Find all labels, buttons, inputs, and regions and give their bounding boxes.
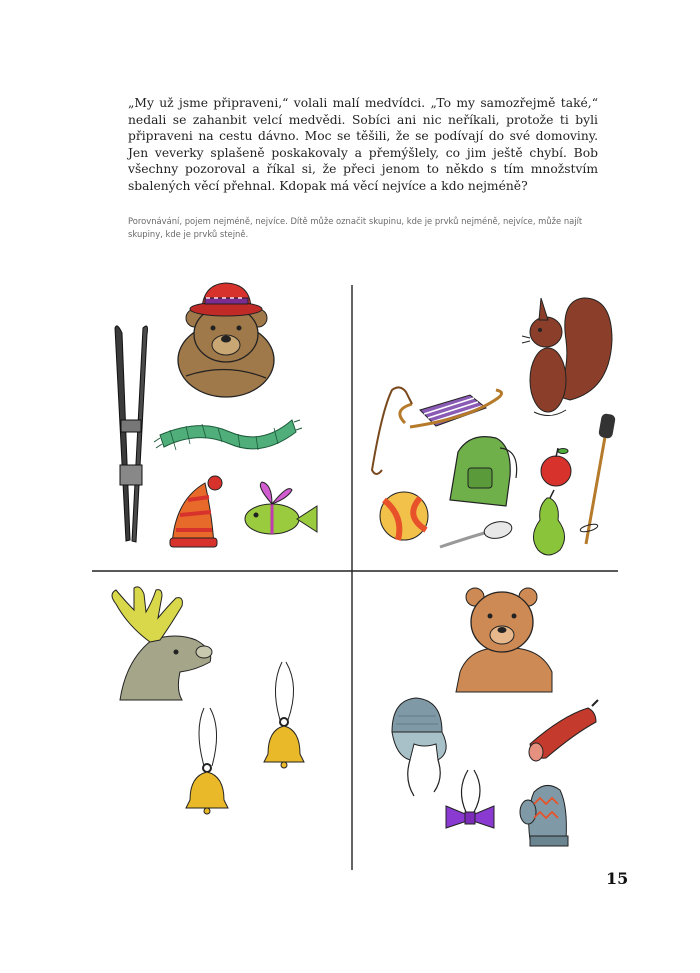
spoon-icon xyxy=(440,519,513,547)
squirrel-icon xyxy=(522,298,612,416)
small-bear-icon xyxy=(456,588,552,692)
ski-pole-icon xyxy=(580,413,616,544)
bell-icon xyxy=(186,708,228,814)
story-paragraph: „My už jsme připraveni,“ volali malí medvídci. „To my samozřejmě také,“ nedali se zahanbit velcí medvědi. Sobíci ani nic neříkali, protože ti byli připraveni na cestu dávno. Moc se těšili, že se podívají do své domoviny. Jen veverky splašeně poskakovaly a přemýšlely, co jim ještě chybí. Bob všechny pozoroval a říkal si, že přeci jenom to někdo s tím množstvím sbalených věcí přehnal. Kdopak má věcí nejvíce a kdo nejméně? xyxy=(128,96,598,193)
skis-icon xyxy=(115,326,148,542)
big-bear-icon xyxy=(178,283,274,397)
scarf-icon xyxy=(154,420,302,450)
earflap-hat-icon xyxy=(392,698,446,796)
reindeer-icon xyxy=(112,587,212,700)
apple-icon xyxy=(541,448,571,486)
pear-icon xyxy=(533,490,564,555)
bobble-hat-icon xyxy=(170,476,222,547)
page-number: 15 xyxy=(606,869,629,888)
mitten-icon xyxy=(520,785,568,846)
bell-icon xyxy=(264,662,304,768)
instruction-note: Porovnávání, pojem nejméně, nejvíce. Dítě může označit skupinu, kde je prvků nejméně, nejvíce, může najít skupiny, kde je prvků stejně. xyxy=(128,216,583,239)
sausage-icon xyxy=(529,700,598,761)
gift-fish-icon xyxy=(245,482,317,534)
bow-tie-icon xyxy=(446,770,494,828)
ball-icon xyxy=(380,492,428,540)
backpack-icon xyxy=(450,437,517,506)
